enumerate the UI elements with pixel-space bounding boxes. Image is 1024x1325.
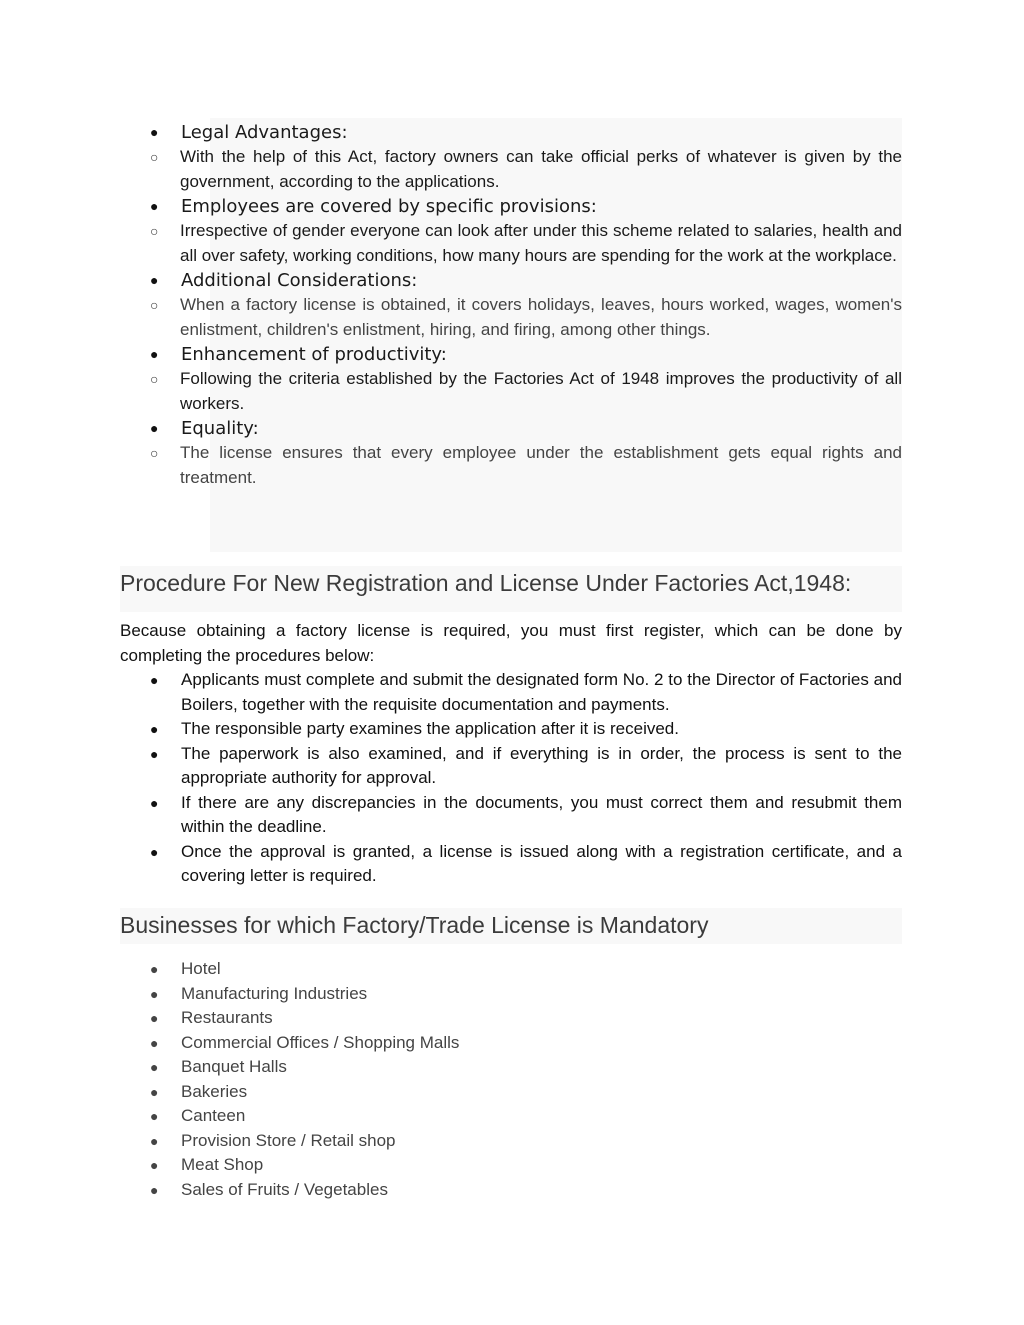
procedure-step <box>120 791 902 840</box>
business-item <box>120 1006 902 1031</box>
advantage-detail <box>59 367 902 416</box>
business-item <box>120 1080 902 1105</box>
advantage-item <box>120 194 902 219</box>
business-name: Banquet Halls <box>181 1057 287 1076</box>
bullet-icon: ● <box>150 346 159 362</box>
advantage-detail-text: With the help of this Act, factory owners can take official perks of whatever is given by the government, according to the applications. <box>180 147 902 191</box>
bullet-icon: ● <box>150 961 159 977</box>
procedure-intro: Because obtaining a factory license is required, you must first register, which can be done by completing the procedures below: <box>120 621 902 665</box>
business-item <box>120 957 902 982</box>
advantage-item <box>120 342 902 367</box>
bullet-icon: ● <box>150 1083 159 1100</box>
business-name: Bakeries <box>181 1081 248 1101</box>
advantage-detail-text: Following the criteria established by the Factories Act of 1948 improves the productivity of all workers. <box>180 369 902 413</box>
business-name: Manufacturing Industries <box>181 983 368 1003</box>
business-item <box>120 982 902 1007</box>
bullet-icon: ● <box>150 1157 159 1173</box>
procedure-step <box>120 840 902 889</box>
sub-bullet-icon: ○ <box>150 223 159 239</box>
advantage-detail <box>59 145 902 194</box>
bullet-icon: ● <box>150 794 159 811</box>
bullet-icon: ● <box>150 1059 159 1075</box>
bullet-icon: ● <box>150 985 159 1002</box>
procedure-steps <box>120 668 902 889</box>
business-name: Commercial Offices / Shopping Malls <box>181 1032 460 1052</box>
advantage-detail <box>59 219 902 268</box>
advantage-title: Employees are covered by specific provisions: <box>181 196 597 217</box>
advantage-item <box>120 268 902 293</box>
advantage-title: Additional Considerations: <box>181 270 418 291</box>
advantage-title: Equality: <box>181 418 259 439</box>
bullet-icon: ● <box>150 272 159 288</box>
bullet-icon: ● <box>150 420 159 436</box>
business-item <box>120 1104 902 1129</box>
advantage-detail-text: When a factory license is obtained, it covers holidays, leaves, hours worked, wages, women's enlistment, children's enlistment, hiring, and firing, among other things. <box>180 295 902 339</box>
sub-bullet-icon: ○ <box>150 371 159 387</box>
procedure-step <box>120 742 902 791</box>
advantage-detail <box>59 441 902 490</box>
bullet-icon: ● <box>150 745 159 762</box>
business-name: Canteen <box>181 1106 246 1125</box>
bullet-icon: ● <box>150 198 159 214</box>
business-name: Sales of Fruits / Vegetables <box>181 1179 388 1199</box>
procedure-step-text: If there are any discrepancies in the documents, you must correct them and resubmit them within the deadline. <box>181 792 902 836</box>
advantage-item <box>120 416 902 441</box>
advantages-list <box>120 120 902 490</box>
business-item <box>120 1178 902 1203</box>
business-item <box>120 1153 902 1178</box>
bullet-icon: ● <box>150 721 159 737</box>
bullet-icon: ● <box>150 1132 159 1149</box>
sub-bullet-icon: ○ <box>150 445 159 461</box>
businesses-list <box>120 957 902 1202</box>
business-item <box>120 1129 902 1154</box>
bullet-icon: ● <box>150 1108 159 1124</box>
bullet-icon: ● <box>150 1181 159 1198</box>
procedure-step-text: The responsible party examines the application after it is received. <box>181 719 679 738</box>
procedure-step <box>120 668 902 717</box>
bullet-icon: ● <box>150 843 159 860</box>
procedure-step-text: The paperwork is also examined, and if everything is in order, the process is sent to the appropriate authority for approval. <box>181 743 902 787</box>
advantage-detail-text: Irrespective of gender everyone can look after under this scheme related to salaries, health and all over safety, working conditions, how many hours are spending for the work at the workplace. <box>180 221 902 265</box>
business-name: Meat Shop <box>181 1155 264 1174</box>
business-item <box>120 1031 902 1056</box>
advantage-detail-text: The license ensures that every employee under the establishment gets equal rights and treatment. <box>180 443 902 487</box>
sub-bullet-icon: ○ <box>150 149 159 165</box>
sub-bullet-icon: ○ <box>150 297 159 313</box>
business-name: Provision Store / Retail shop <box>181 1130 396 1150</box>
procedure-step <box>120 717 902 742</box>
procedure-heading: Procedure For New Registration and License Under Factories Act,1948: <box>120 570 852 596</box>
business-name: Hotel <box>181 959 221 978</box>
advantage-title: Legal Advantages: <box>181 122 348 143</box>
business-name: Restaurants <box>181 1008 273 1027</box>
procedure-step-text: Applicants must complete and submit the designated form No. 2 to the Director of Factories and Boilers, together with the requisite documentation and payments. <box>181 670 902 714</box>
procedure-step-text: Once the approval is granted, a license is issued along with a registration certificate, and a covering letter is required. <box>181 841 902 885</box>
advantage-detail <box>59 293 902 342</box>
bullet-icon: ● <box>150 1010 159 1026</box>
advantage-title: Enhancement of productivity: <box>181 344 447 365</box>
business-item <box>120 1055 902 1080</box>
businesses-heading: Businesses for which Factory/Trade License is Mandatory <box>120 912 709 938</box>
bullet-icon: ● <box>150 672 159 688</box>
bullet-icon: ● <box>150 1034 159 1051</box>
advantage-item <box>120 120 902 145</box>
bullet-icon: ● <box>150 124 159 140</box>
